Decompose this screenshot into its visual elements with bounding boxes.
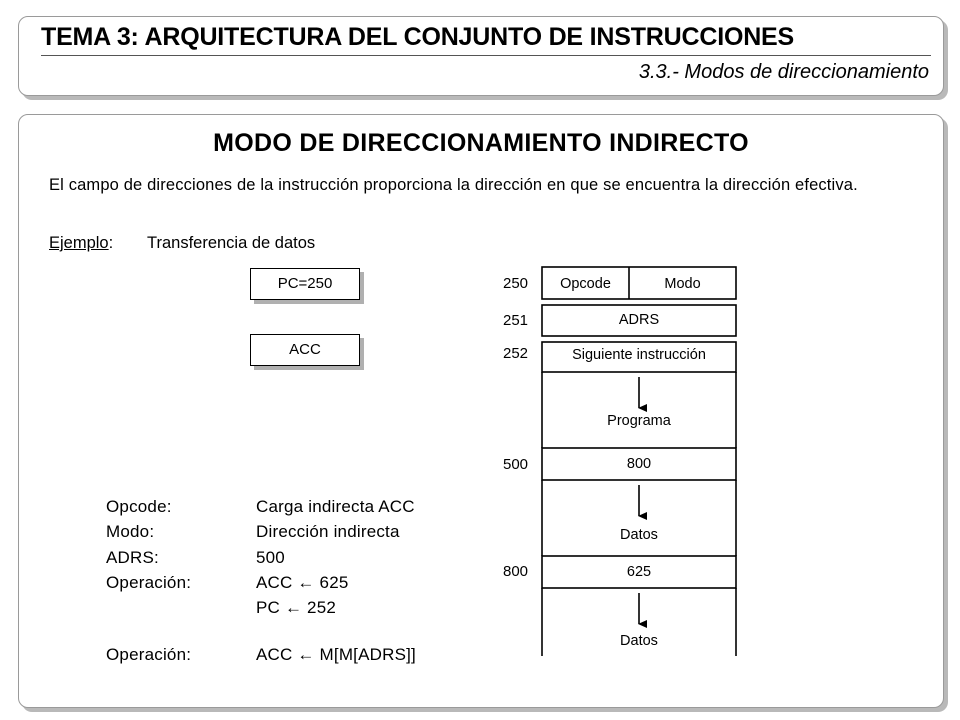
- address-label: 252: [503, 345, 529, 362]
- address-label: 251: [503, 312, 529, 329]
- pc-register: PC=250: [250, 268, 360, 300]
- cell-800-value: 625: [626, 564, 652, 580]
- info-value: Dirección indirecta: [256, 522, 400, 541]
- info-label: ADRS:: [106, 548, 159, 567]
- mode-field: Modo: [664, 276, 701, 292]
- example-label: Ejemplo: [49, 234, 109, 252]
- info-value: PC ← 252: [256, 598, 337, 617]
- program-area-label: Programa: [607, 413, 671, 429]
- info-value: 500: [256, 548, 285, 567]
- address-label: 800: [503, 563, 529, 580]
- description-paragraph: El campo de direcciones de la instrucción proporciona la dirección en que se encuentra la dirección efectiva.: [49, 176, 858, 194]
- opcode-field: Opcode: [560, 276, 611, 292]
- content-heading: MODO DE DIRECCIONAMIENTO INDIRECTO: [213, 129, 749, 157]
- info-value: Carga indirecta ACC: [256, 497, 415, 516]
- address-label: 500: [503, 456, 529, 473]
- next-instruction-cell: Siguiente instrucción: [572, 347, 706, 363]
- info-label: Opcode:: [106, 497, 172, 516]
- info-value: ACC ← 625: [256, 573, 349, 592]
- data-area-label: Datos: [620, 527, 658, 543]
- adrs-field: ADRS: [618, 312, 660, 328]
- cell-500-value: 800: [626, 456, 652, 472]
- info-label: Operación:: [106, 573, 192, 592]
- slide-title: TEMA 3: ARQUITECTURA DEL CONJUNTO DE INSTRUCCIONES: [41, 23, 795, 51]
- example-text: Transferencia de datos: [147, 234, 316, 252]
- acc-register: ACC: [250, 334, 360, 366]
- address-label: 250: [503, 275, 529, 292]
- info-label: Operación:: [106, 645, 192, 664]
- section-subtitle: 3.3.- Modos de direccionamiento: [638, 61, 929, 83]
- info-value: ACC ← M[M[ADRS]]: [256, 645, 416, 664]
- data-area-label: Datos: [620, 633, 658, 649]
- example-colon: :: [108, 234, 114, 252]
- info-label: Modo:: [106, 522, 155, 541]
